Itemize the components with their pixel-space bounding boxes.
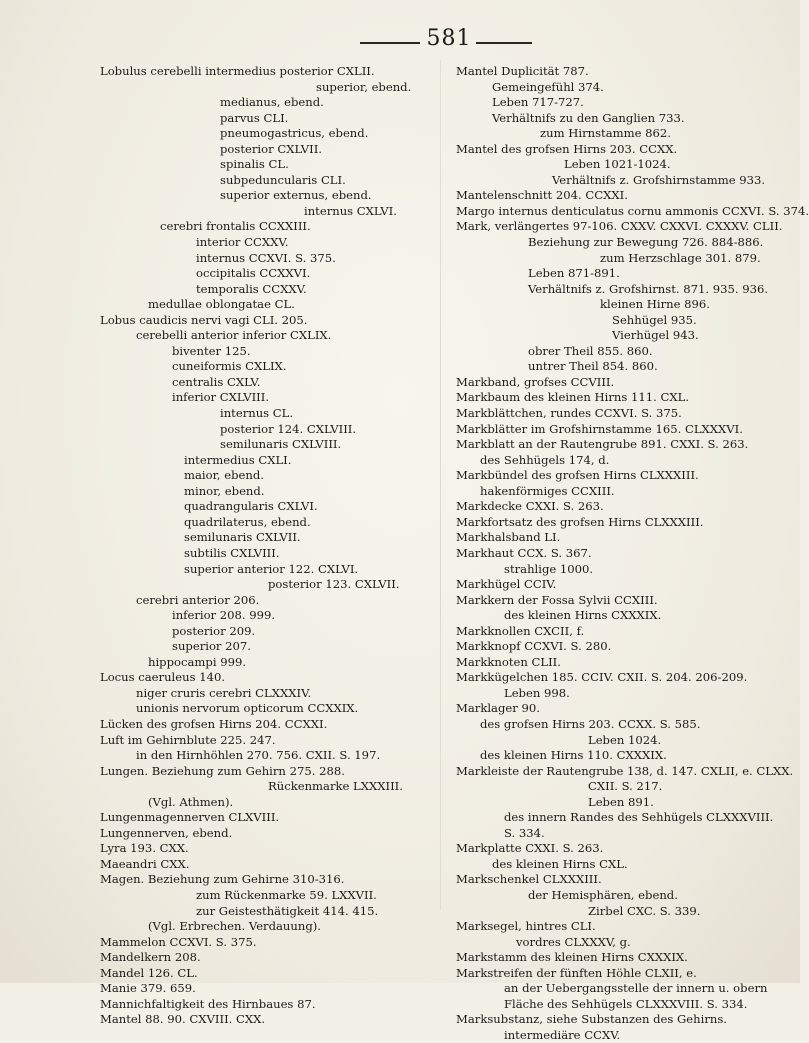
- index-entry: untrer Theil 854. 860.: [528, 359, 658, 374]
- index-entry: Markkügelchen 185. CCIV. CXII. S. 204. 206-209.: [456, 670, 748, 685]
- index-entry: Markplatte CXXI. S. 263.: [456, 841, 604, 856]
- index-entry: Lungenmagennerven CLXVIII.: [100, 810, 280, 825]
- index-entry: Mantelenschnitt 204. CCXXI.: [456, 188, 628, 203]
- index-entry: in den Hirnhöhlen 270. 756. CXII. S. 197.: [136, 748, 381, 763]
- index-entry: Markhaut CCX. S. 367.: [456, 545, 592, 560]
- index-entry: cerebri anterior 206.: [136, 592, 260, 607]
- index-entry: Leben 717-727.: [492, 95, 584, 110]
- index-entry: Markstamm des kleinen Hirns CXXXIX.: [456, 950, 688, 965]
- index-entry: biventer 125.: [172, 343, 251, 358]
- index-column-left: [100, 64, 430, 1028]
- index-entry: posterior 124. CXLVIII.: [220, 421, 357, 436]
- index-entry: Marklager 90.: [456, 701, 540, 716]
- index-entry: Markhügel CCIV.: [456, 577, 557, 592]
- index-entry: maior, ebend.: [184, 468, 264, 483]
- index-entry: medianus, ebend.: [220, 95, 324, 110]
- index-entry: inferior 208. 999.: [172, 608, 276, 623]
- index-entry: Marksubstanz, siehe Substanzen des Gehirns.: [456, 1012, 727, 1027]
- index-entry: cerebelli anterior inferior CXLIX.: [136, 328, 332, 343]
- index-entry: Lyra 193. CXX.: [100, 841, 189, 856]
- index-entry: semilunaris CXLVII.: [184, 530, 301, 545]
- index-entry: des kleinen Hirns CXXXIX.: [504, 608, 662, 623]
- index-entry: Mantel des grofsen Hirns 203. CCXX.: [456, 141, 678, 156]
- index-entry: Margo internus denticulatus cornu ammonis CCXVI. S. 374.: [456, 203, 809, 218]
- index-entry: Mannichfaltigkeit des Hirnbaues 87.: [100, 996, 316, 1011]
- index-entry: hippocampi 999.: [148, 654, 247, 669]
- index-entry: Markdecke CXXI. S. 263.: [456, 499, 604, 514]
- index-entry: Magen. Beziehung zum Gehirne 310-316.: [100, 872, 345, 887]
- index-entry: medullae oblongatae CL.: [148, 297, 295, 312]
- index-entry: parvus CLI.: [220, 110, 289, 125]
- index-entry: Leben 1024.: [588, 732, 662, 747]
- index-entry: centralis CXLV.: [172, 374, 261, 389]
- index-entry: minor, ebend.: [184, 483, 265, 498]
- index-entry: (Vgl. Athmen).: [148, 794, 234, 809]
- index-entry: strahlige 1000.: [504, 561, 594, 576]
- index-entry: Markbaum des kleinen Hirns 111. CXL.: [456, 390, 690, 405]
- index-entry: posterior 209.: [172, 623, 256, 638]
- index-entry: hakenförmiges CCXIII.: [480, 483, 615, 498]
- index-column-right: [456, 64, 809, 1043]
- index-entry: CXII. S. 217.: [588, 779, 663, 794]
- index-entry: (Vgl. Erbrechen. Verdauung).: [148, 919, 321, 934]
- index-entry: subtilis CXLVIII.: [184, 545, 280, 560]
- index-entry: Vierhügel 943.: [612, 328, 699, 343]
- index-entry: Markleiste der Rautengrube 138, d. 147. CXLII, e. CLXX.: [456, 763, 794, 778]
- index-entry: Marksegel, hintres CLI.: [456, 919, 596, 934]
- index-entry: superior, ebend.: [316, 79, 412, 94]
- index-entry: kleinen Hirne 896.: [600, 297, 710, 312]
- index-entry: Fläche des Sehhügels CLXXXVIII. S. 334.: [504, 996, 748, 1011]
- index-entry: Mantel Duplicität 787.: [456, 64, 589, 78]
- index-entry: pneumogastricus, ebend.: [220, 126, 369, 141]
- index-entry: Verhältnifs zu den Ganglien 733.: [492, 110, 685, 125]
- index-entry: Lungennerven, ebend.: [100, 825, 233, 840]
- index-entry: Mandelkern 208.: [100, 950, 201, 965]
- index-entry: Lobulus cerebelli intermedius posterior CXLII.: [100, 64, 375, 78]
- index-entry: zum Rückenmarke 59. LXXVII.: [196, 887, 377, 902]
- index-entry: obrer Theil 855. 860.: [528, 343, 653, 358]
- index-entry: Beziehung zur Bewegung 726. 884-886.: [528, 235, 764, 250]
- index-entry: S. 334.: [504, 825, 545, 840]
- index-entry: zur Geistesthätigkeit 414. 415.: [196, 903, 379, 918]
- page-header: [0, 26, 800, 58]
- index-entry: posterior CXLVII.: [220, 141, 322, 156]
- index-entry: Mandel 126. CL.: [100, 965, 198, 980]
- index-entry: intermediäre CCXV.: [504, 1027, 621, 1042]
- index-entry: an der Uebergangsstelle der innern u. obern: [504, 981, 768, 996]
- index-entry: subpeduncularis CLI.: [220, 172, 346, 187]
- index-entry: unionis nervorum opticorum CCXXIX.: [136, 701, 359, 716]
- index-entry: Markhalsband LI.: [456, 530, 561, 545]
- index-entry: Leben 891.: [588, 794, 654, 809]
- index-entry: Lobus caudicis nervi vagi CLI. 205.: [100, 312, 308, 327]
- page-number: 581: [426, 26, 472, 51]
- index-entry: Lücken des grofsen Hirns 204. CCXXI.: [100, 716, 328, 731]
- index-entry: Mantel 88. 90. CXVIII. CXX.: [100, 1012, 266, 1027]
- index-entry: des grofsen Hirns 203. CCXX. S. 585.: [480, 716, 701, 731]
- header-rule-left: [360, 42, 420, 44]
- index-entry: superior 207.: [172, 639, 251, 654]
- index-entry: Leben 871-891.: [528, 266, 620, 281]
- header-rule-right: [476, 42, 532, 44]
- index-entry: cuneiformis CXLIX.: [172, 359, 287, 374]
- index-entry: occipitalis CCXXVI.: [196, 266, 311, 281]
- index-entry: quadrilaterus, ebend.: [184, 514, 311, 529]
- index-entry: Markblättchen, rundes CCXVI. S. 375.: [456, 406, 682, 421]
- index-entry: Markblatt an der Rautengrube 891. CXXI. S. 263.: [456, 437, 749, 452]
- index-entry: zum Herzschlage 301. 879.: [600, 250, 761, 265]
- index-entry: inferior CXLVIII.: [172, 390, 270, 405]
- index-entry: Markstreifen der fünften Höhle CLXII, e.: [456, 965, 697, 980]
- index-entry: Locus caeruleus 140.: [100, 670, 226, 685]
- index-entry: zum Hirnstamme 862.: [540, 126, 671, 141]
- index-entry: semilunaris CXLVIII.: [220, 437, 342, 452]
- index-entry: vordres CLXXXV, g.: [516, 934, 631, 949]
- index-entry: des kleinen Hirns 110. CXXXIX.: [480, 748, 667, 763]
- index-entry: Zirbel CXC. S. 339.: [588, 903, 701, 918]
- index-entry: niger cruris cerebri CLXXXIV.: [136, 685, 312, 700]
- index-entry: des innern Randes des Sehhügels CLXXXVIII.: [504, 810, 774, 825]
- index-entry: quadrangularis CXLVI.: [184, 499, 318, 514]
- index-entry: Maeandri CXX.: [100, 856, 190, 871]
- index-entry: Mammelon CCXVI. S. 375.: [100, 934, 257, 949]
- index-entry: superior anterior 122. CXLVI.: [184, 561, 359, 576]
- index-entry: Markknollen CXCII, f.: [456, 623, 585, 638]
- index-entry: intermedius CXLI.: [184, 452, 292, 467]
- index-entry: des Sehhügels 174, d.: [480, 452, 610, 467]
- index-entry: Markkern der Fossa Sylvii CCXIII.: [456, 592, 658, 607]
- index-entry: Markband, grofses CCVIII.: [456, 374, 615, 389]
- index-entry: Markbündel des grofsen Hirns CLXXXIII.: [456, 468, 699, 483]
- index-entry: temporalis CCXXV.: [196, 281, 307, 296]
- index-entry: superior externus, ebend.: [220, 188, 372, 203]
- index-entry: Markknopf CCXVI. S. 280.: [456, 639, 612, 654]
- column-gutter: [440, 60, 441, 910]
- index-entry: cerebri frontalis CCXXIII.: [160, 219, 311, 234]
- index-entry: Rückenmarke LXXXIII.: [268, 779, 403, 794]
- index-entry: interior CCXXV.: [196, 235, 289, 250]
- index-entry: Markschenkel CLXXXIII.: [456, 872, 602, 887]
- index-entry: Markfortsatz des grofsen Hirns CLXXXIII.: [456, 514, 704, 529]
- index-entry: Gemeingefühl 374.: [492, 79, 604, 94]
- index-entry: Leben 1021-1024.: [564, 157, 671, 172]
- index-entry: Sehhügel 935.: [612, 312, 697, 327]
- index-entry: Markblätter im Grofshirnstamme 165. CLXXXVI.: [456, 421, 743, 436]
- index-entry: internus CXLVI.: [304, 203, 397, 218]
- index-entry: internus CL.: [220, 406, 294, 421]
- index-entry: Markknoten CLII.: [456, 654, 561, 669]
- index-entry: Verhältnifs z. Grofshirnst. 871. 935. 936.: [528, 281, 769, 296]
- index-entry: des kleinen Hirns CXL.: [492, 856, 628, 871]
- index-entry: posterior 123. CXLVII.: [268, 577, 400, 592]
- index-entry: internus CCXVI. S. 375.: [196, 250, 336, 265]
- index-entry: Leben 998.: [504, 685, 570, 700]
- index-entry: spinalis CL.: [220, 157, 289, 172]
- index-entry: der Hemisphären, ebend.: [528, 887, 678, 902]
- index-entry: Mark, verlängertes 97-106. CXXV. CXXVI. CXXXV. CLII.: [456, 219, 783, 234]
- index-entry: Luft im Gehirnblute 225. 247.: [100, 732, 276, 747]
- index-entry: Lungen. Beziehung zum Gehirn 275. 288.: [100, 763, 345, 778]
- index-entry: Manie 379. 659.: [100, 981, 196, 996]
- index-entry: Verhältnifs z. Grofshirnstamme 933.: [552, 172, 766, 187]
